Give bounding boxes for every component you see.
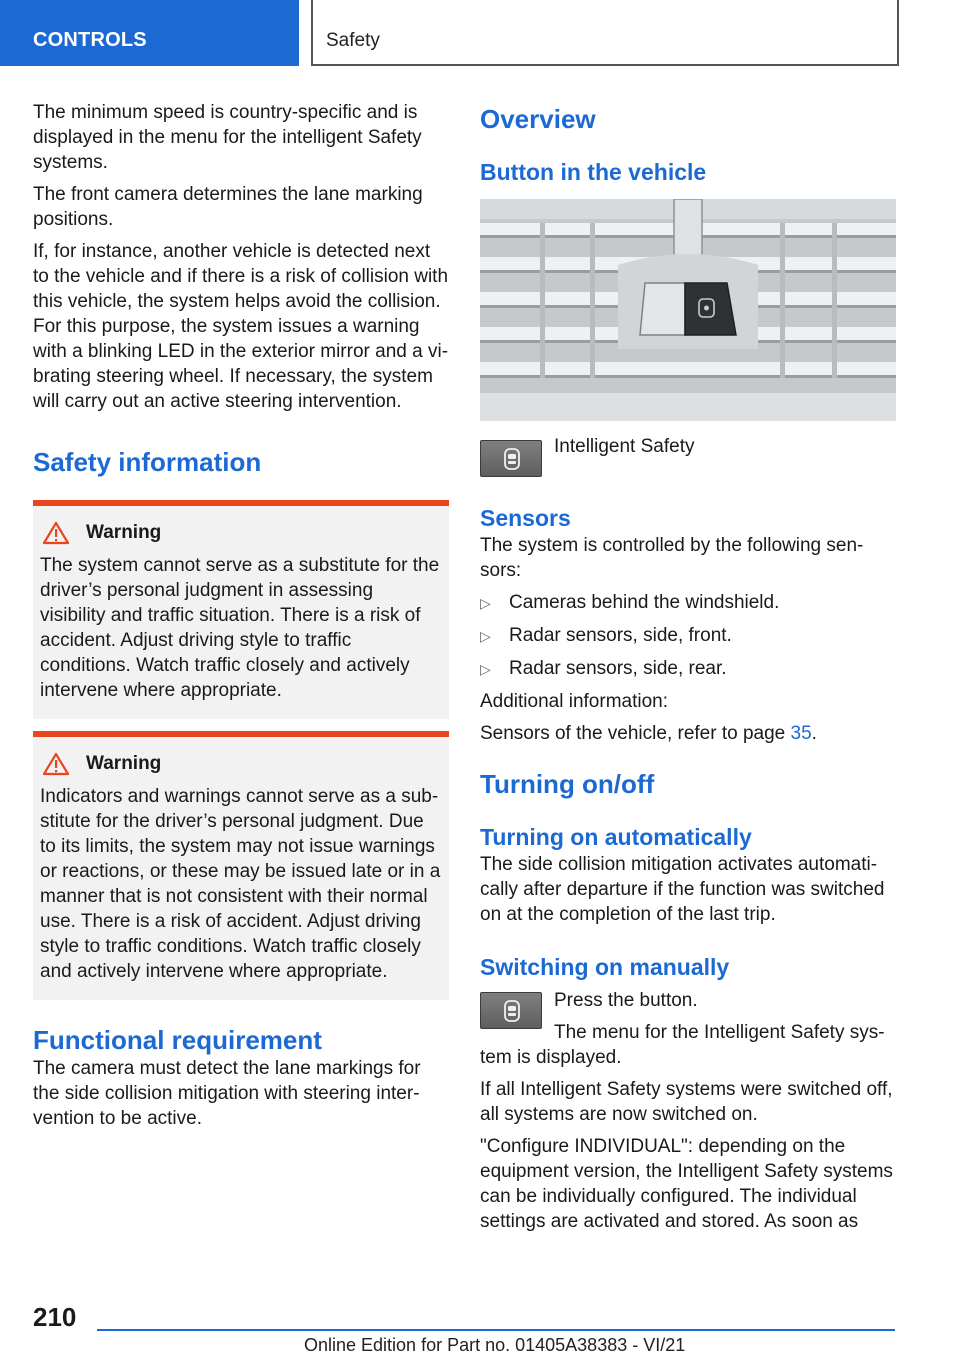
list-item: ▷ Radar sensors, side, front. xyxy=(480,623,896,648)
list-item: ▷ Cameras behind the windshield. xyxy=(480,590,896,615)
warning-box xyxy=(33,500,449,719)
dashboard-vent-illustration xyxy=(480,199,896,421)
warning-triangle-icon xyxy=(42,521,70,545)
paragraph: If, for instance, another vehicle is detected next to the vehicle and if there is a risk of collision with this vehicle, the system helps avoid the collision. For this purpose, the system issues a warning with a blinking LED in the exterior mirror and a vibrating steering wheel. If necessary, the system will carry out an active steering intervention. xyxy=(33,241,449,412)
overview-heading: Overview xyxy=(480,104,596,134)
sensors-intro: The system is controlled by the following sensors: xyxy=(480,535,864,581)
footer-divider xyxy=(97,1329,895,1331)
button-in-vehicle-heading: Button in the vehicle xyxy=(480,159,707,185)
sensors-heading: Sensors xyxy=(480,505,571,531)
page-reference-link[interactable]: 35 xyxy=(790,723,812,744)
paragraph: The side collision mitigation activates automatically after departure if the function was switched on at the completion of the last trip. xyxy=(480,854,885,925)
warning-triangle-icon xyxy=(42,752,70,776)
warning-text: The system cannot serve as a substitute for the driver’s personal judgment in assessing visibility and traffic situation. There is a risk of accident. Adjust driving style to traffic conditions. Watch traffic closely and actively intervene where appropriate. xyxy=(40,555,440,701)
triangle-bullet-icon: ▷ xyxy=(480,661,491,677)
right-column xyxy=(480,100,896,1241)
switching-on-manually-heading: Switching on manually xyxy=(480,954,730,980)
header-title-box xyxy=(311,0,899,66)
intelligent-safety-button-icon xyxy=(480,992,542,1029)
warning-box xyxy=(33,731,449,1000)
paragraph: The camera must detect the lane markings for the side collision mitigation with steering intervention to be active. xyxy=(33,1058,421,1129)
triangle-bullet-icon: ▷ xyxy=(480,628,491,644)
paragraph: "Configure INDIVIDUAL": depending on the equipment version, the Intelligent Safety systems can be individually configured. The individual settings are activated and stored. As soon as xyxy=(480,1136,893,1232)
paragraph: The minimum speed is country-specific and is displayed in the menu for the intelligent Safety systems. xyxy=(33,102,422,173)
paragraph: The front camera determines the lane marking positions. xyxy=(33,184,423,230)
car-safety-icon xyxy=(502,447,522,471)
vehicle-button-photo xyxy=(480,199,896,421)
legend-row xyxy=(480,436,896,477)
car-safety-icon xyxy=(502,999,522,1023)
header-section-tab[interactable] xyxy=(0,0,299,66)
paragraph: Press the button. xyxy=(554,990,698,1011)
header-title: Safety xyxy=(326,30,380,51)
left-column xyxy=(33,100,449,1138)
safety-information-heading: Safety information xyxy=(33,447,262,477)
legend-label: Intelligent Safety xyxy=(554,436,695,457)
page-number: 210 xyxy=(33,1302,77,1332)
sensors-list xyxy=(480,590,896,681)
turning-on-off-heading: Turning on/off xyxy=(480,769,655,799)
footer-edition: Online Edition for Part no. 01405A38383 - VI/21 xyxy=(304,1335,686,1355)
intelligent-safety-button-icon xyxy=(480,440,542,477)
list-item: ▷ Radar sensors, side, rear. xyxy=(480,656,896,681)
paragraph: The menu for the Intelligent Safety system is displayed. xyxy=(480,1022,885,1068)
turning-on-automatically-heading: Turning on automatically xyxy=(480,824,752,850)
warning-text: Indicators and warnings cannot serve as a substitute for the driver’s personal judgment. Due to its limits, the system may not issue warnings or reactions, or these may be issued late or in a manner that is not consistent with their normal use. There is a risk of accident. Adjust driving style to traffic conditions. Watch traffic closely and actively intervene where appropriate. xyxy=(40,786,441,982)
functional-requirement-heading: Functional requirement xyxy=(33,1025,322,1055)
triangle-bullet-icon: ▷ xyxy=(480,595,491,611)
additional-info-label: Additional information: xyxy=(480,691,668,712)
manual-instructions xyxy=(480,988,896,1070)
paragraph: If all Intelligent Safety systems were switched off, all systems are now switched on. xyxy=(480,1079,893,1125)
warning-title: Warning xyxy=(86,753,162,774)
header-section-label: CONTROLS xyxy=(33,29,147,51)
warning-title: Warning xyxy=(86,522,162,543)
sensors-reference: Sensors of the vehicle, refer to page 35. xyxy=(480,723,817,744)
